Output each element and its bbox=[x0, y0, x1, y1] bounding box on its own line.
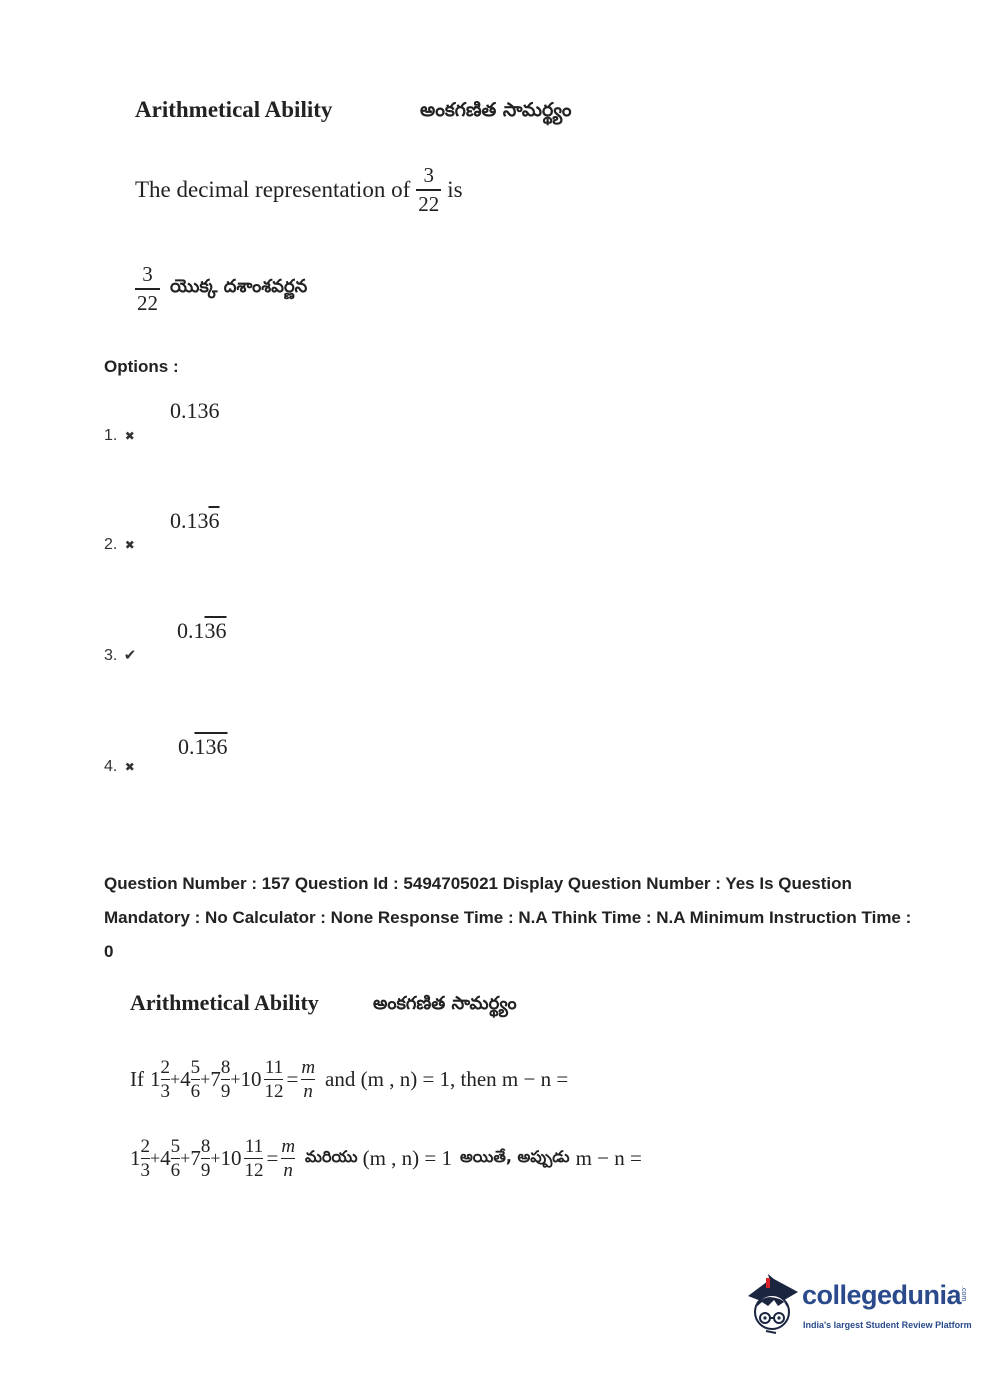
fraction-numerator: 3 bbox=[423, 163, 434, 187]
option-2-value-prefix: 0.13 bbox=[170, 508, 209, 533]
te-term-3-fraction bbox=[201, 1137, 211, 1180]
te-term-2-den: 6 bbox=[170, 1160, 181, 1182]
term-2-whole: 4 bbox=[180, 1067, 191, 1092]
option-3-value-prefix: 0.1 bbox=[177, 618, 205, 643]
te-term-4-bar bbox=[244, 1158, 263, 1159]
term-3-num: 8 bbox=[220, 1057, 231, 1078]
term-2-num: 5 bbox=[190, 1057, 201, 1078]
fraction-bar-te bbox=[135, 288, 160, 290]
term-4-bar bbox=[264, 1079, 283, 1080]
term-3-den: 9 bbox=[220, 1081, 231, 1103]
term-4-fraction bbox=[264, 1058, 283, 1101]
te-end: m − n = bbox=[575, 1146, 642, 1171]
te-plus-3: + bbox=[210, 1148, 221, 1169]
subject-heading-te: అంకగణిత సామర్థ్యం bbox=[420, 99, 572, 121]
cross-icon: ✖ bbox=[124, 429, 135, 443]
te-term-3-num: 8 bbox=[200, 1136, 211, 1157]
te-equals-sign: = bbox=[266, 1146, 279, 1171]
te-term-1-fraction bbox=[141, 1137, 151, 1180]
rhs-fraction bbox=[301, 1058, 315, 1101]
subject-heading-te-2: అంకగణిత సామర్థ్యం bbox=[373, 993, 517, 1014]
option-4-value-repeat: 136 bbox=[194, 734, 228, 759]
logo-dotcom: .com bbox=[960, 1286, 967, 1302]
option-1[interactable] bbox=[104, 427, 135, 445]
te-cond: (m , n) = 1 bbox=[362, 1146, 452, 1171]
option-1-number: 1. bbox=[104, 427, 118, 444]
option-2[interactable] bbox=[104, 536, 135, 554]
logo-brand-text: collegedunia bbox=[802, 1280, 962, 1310]
term-2-bar bbox=[191, 1079, 201, 1080]
question-2-text-te bbox=[130, 1137, 642, 1180]
plus-2: + bbox=[200, 1069, 211, 1090]
option-2-value bbox=[170, 508, 220, 534]
te-mid-post: అయితే, అప్పుడు bbox=[460, 1147, 570, 1167]
te-mid-pre: మరియు bbox=[305, 1147, 358, 1167]
te-term-1-num: 2 bbox=[140, 1136, 150, 1157]
rhs-num: m bbox=[301, 1057, 316, 1078]
question-text-te bbox=[135, 264, 307, 314]
term-4-whole: 10 bbox=[240, 1067, 262, 1092]
option-1-value: 0.136 bbox=[170, 398, 220, 423]
te-rhs-bar bbox=[281, 1158, 295, 1159]
option-4-number: 4. bbox=[104, 758, 118, 775]
fraction-numerator-te: 3 bbox=[142, 262, 153, 286]
te-term-3-bar bbox=[201, 1158, 211, 1159]
te-rhs-fraction bbox=[281, 1137, 295, 1180]
fraction-denominator-te: 22 bbox=[137, 290, 158, 315]
te-term-1-den: 3 bbox=[140, 1160, 150, 1182]
subject-heading-en-2: Arithmetical Ability bbox=[130, 990, 319, 1015]
te-term-4-num: 11 bbox=[244, 1136, 264, 1157]
term-1-fraction bbox=[161, 1058, 171, 1101]
te-term-3-den: 9 bbox=[200, 1160, 211, 1182]
fraction-denominator: 22 bbox=[418, 191, 440, 216]
logo-tagline: India's largest Student Review Platform bbox=[803, 1320, 972, 1330]
option-4[interactable] bbox=[104, 758, 135, 776]
rhs-bar bbox=[301, 1079, 315, 1080]
cross-icon: ✖ bbox=[124, 760, 135, 774]
te-term-1-whole: 1 bbox=[130, 1146, 141, 1171]
if-word: If bbox=[130, 1067, 144, 1092]
te-rhs-den: n bbox=[283, 1160, 293, 1182]
term-3-bar bbox=[221, 1079, 231, 1080]
option-3-value bbox=[177, 618, 227, 644]
te-term-4-fraction bbox=[244, 1137, 263, 1180]
term-2-den: 6 bbox=[190, 1081, 201, 1103]
te-term-2-num: 5 bbox=[170, 1136, 181, 1157]
term-1-den: 3 bbox=[160, 1081, 170, 1103]
term-1-num: 2 bbox=[160, 1057, 170, 1078]
mascot-icon bbox=[742, 1272, 802, 1340]
option-4-value-prefix: 0. bbox=[178, 734, 195, 759]
term-3-fraction bbox=[221, 1058, 231, 1101]
plus-1: + bbox=[170, 1069, 181, 1090]
option-3-number: 3. bbox=[104, 647, 118, 664]
question-te-text: యొక్క దశాంశవర్ణన bbox=[170, 276, 308, 298]
te-term-3-whole: 7 bbox=[190, 1146, 201, 1171]
equals-sign: = bbox=[286, 1067, 299, 1092]
te-rhs-num: m bbox=[281, 1136, 296, 1157]
term-3-whole: 7 bbox=[210, 1067, 221, 1092]
fraction-bar bbox=[416, 189, 441, 191]
en-tail: and (m , n) = 1, then m − n = bbox=[325, 1067, 569, 1092]
te-plus-1: + bbox=[150, 1148, 161, 1169]
rhs-den: n bbox=[303, 1081, 313, 1103]
question-text-en bbox=[135, 165, 463, 215]
te-term-2-bar bbox=[171, 1158, 181, 1159]
option-4-value bbox=[178, 734, 228, 760]
te-term-2-whole: 4 bbox=[160, 1146, 171, 1171]
term-4-num: 11 bbox=[264, 1057, 284, 1078]
te-term-4-whole: 10 bbox=[220, 1146, 242, 1171]
collegedunia-logo[interactable] bbox=[742, 1272, 974, 1342]
question-fraction bbox=[416, 165, 441, 215]
question-2-text-en bbox=[130, 1058, 568, 1101]
question-prefix: The decimal representation of bbox=[135, 176, 411, 202]
subject-heading-en: Arithmetical Ability bbox=[135, 97, 333, 122]
question-fraction-te bbox=[135, 264, 160, 314]
term-1-whole: 1 bbox=[150, 1067, 161, 1092]
te-plus-2: + bbox=[180, 1148, 191, 1169]
option-3-value-repeat: 36 bbox=[204, 618, 227, 643]
question-metadata: Question Number : 157 Question Id : 5494705021 Display Question Number : Yes Is Question Mandatory : No Calculator : None Response Time : N.A Think Time : N.A Minimum Instruction Time : 0 bbox=[104, 874, 912, 961]
options-label: Options : bbox=[104, 357, 179, 376]
option-2-value-repeat: 6 bbox=[208, 508, 220, 533]
term-1-bar bbox=[161, 1079, 171, 1080]
question-suffix: is bbox=[447, 176, 463, 202]
plus-3: + bbox=[230, 1069, 241, 1090]
cross-icon: ✖ bbox=[124, 538, 135, 552]
term-4-den: 12 bbox=[264, 1081, 284, 1103]
te-term-2-fraction bbox=[171, 1137, 181, 1180]
option-3[interactable] bbox=[104, 646, 136, 665]
te-term-1-bar bbox=[141, 1158, 151, 1159]
check-icon: ✔ bbox=[123, 647, 137, 664]
te-term-4-den: 12 bbox=[244, 1160, 264, 1182]
option-2-number: 2. bbox=[104, 536, 118, 553]
term-2-fraction bbox=[191, 1058, 201, 1101]
